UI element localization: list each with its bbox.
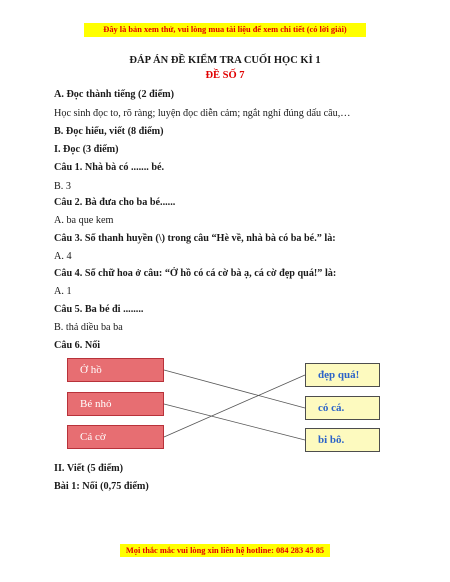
match-right-3[interactable]: bi bô. <box>305 428 380 452</box>
answer-1: B. 3 <box>54 181 71 192</box>
page-title: ĐÁP ÁN ĐỀ KIỂM TRA CUỐI HỌC KÌ 1 <box>129 55 321 66</box>
section-b-heading: B. Đọc hiểu, viết (8 điểm) <box>54 126 164 137</box>
question-6: Câu 6. Nối <box>54 340 101 351</box>
matching-line <box>164 375 305 437</box>
matching-line <box>164 404 305 440</box>
preview-banner: Đây là bản xem thử, vui lòng mua tài liệu để xem chi tiết (có lời giải) <box>84 23 366 37</box>
answer-2: A. ba que kem <box>54 215 114 226</box>
match-left-2[interactable]: Bé nhỏ <box>67 392 164 416</box>
match-right-1[interactable]: đẹp quá! <box>305 363 380 387</box>
question-2: Câu 2. Bà đưa cho ba bé...... <box>54 197 176 208</box>
match-left-3[interactable]: Cá cờ <box>67 425 164 449</box>
page-subtitle: ĐỀ SỐ 7 <box>205 70 245 81</box>
hotline-footer: Mọi thắc mắc vui lòng xin liên hệ hotline: 084 283 45 85 <box>120 544 330 557</box>
match-left-1[interactable]: Ở hồ <box>67 358 164 382</box>
answer-5: B. thả diều ba ba <box>54 322 123 333</box>
question-3: Câu 3. Số thanh huyền (\) trong câu “Hè về, nhà bà có ba bé.” là: <box>54 233 336 244</box>
match-right-2[interactable]: có cá. <box>305 396 380 420</box>
section-ii-heading: II. Viết (5 điểm) <box>54 463 124 474</box>
section-a-heading: A. Đọc thành tiếng (2 điểm) <box>54 89 174 100</box>
question-1: Câu 1. Nhà bà có ....... bé. <box>54 162 165 173</box>
answer-4: A. 1 <box>54 286 72 297</box>
question-5: Câu 5. Ba bé đi ........ <box>54 304 144 315</box>
question-4: Câu 4. Số chữ hoa ở câu: “Ở hồ có cá cờ bà ạ, cá cờ đẹp quá!” là: <box>54 268 337 279</box>
section-i-heading: I. Đọc (3 điểm) <box>54 144 119 155</box>
answer-3: A. 4 <box>54 251 72 262</box>
section-a-text: Học sinh đọc to, rõ ràng; luyện đọc diễn cảm; ngắt nghỉ đúng dấu câu,… <box>54 108 351 119</box>
exercise-1-heading: Bài 1: Nối (0,75 điểm) <box>54 481 149 492</box>
matching-line <box>164 370 305 408</box>
